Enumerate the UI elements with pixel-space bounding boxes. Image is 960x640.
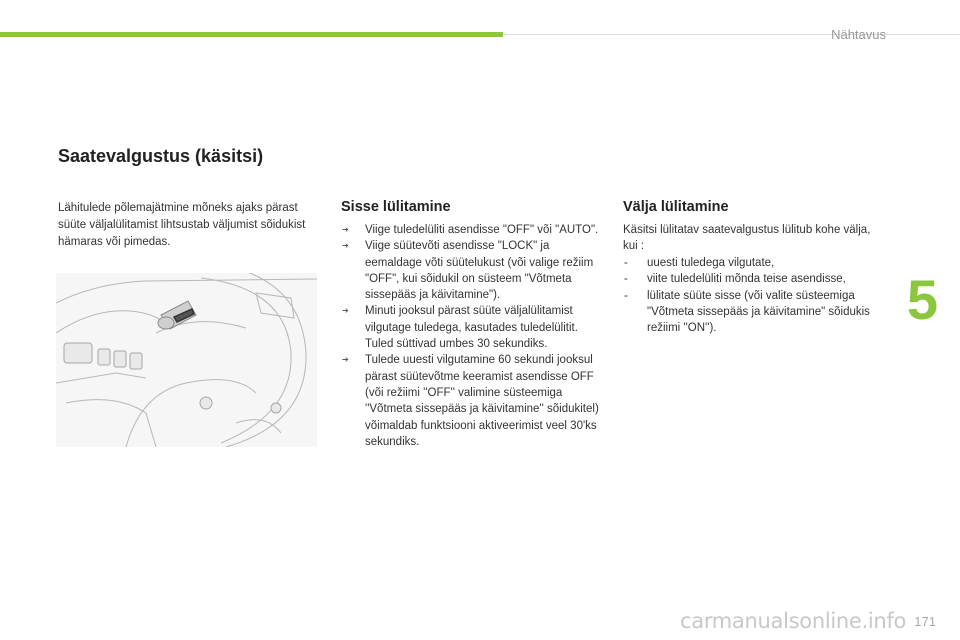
list-item: ➔ Viige süütevõti asendisse "LOCK" ja eemaldage võti süütelukust (või valige režiim "OFF", kui sõidukil on süsteem "Võtmeta sissepääs ja käivitamine").: [341, 238, 603, 303]
list-item: ➔ Viige tuledelüliti asendisse "OFF" või "AUTO".: [341, 222, 603, 238]
header-accent-bar: [0, 32, 503, 37]
switch-off-heading: Välja lülitamine: [623, 199, 729, 215]
list-item: - uuesti tuledega vilgutate,: [623, 255, 888, 271]
section-label: Nähtavus: [831, 27, 886, 42]
page-title: Saatevalgustus (käsitsi): [58, 146, 264, 166]
switch-off-list: [623, 255, 888, 336]
chapter-number: 5: [906, 268, 938, 331]
switch-on-heading: Sisse lülitamine: [341, 199, 451, 215]
list-item: ➔ Minuti jooksul pärast süüte väljalülitamist vilgutage tuledega, kasutades tuledelülitit. Tuled süttivad umbes 30 sekundiks.: [341, 303, 603, 352]
switch-on-list: [341, 222, 603, 450]
watermark: carmanualsonline.info: [680, 609, 907, 633]
dashboard-illustration: [56, 273, 317, 447]
header-rule: [503, 34, 960, 35]
list-item: - lülitate süüte sisse (või valite süsteemiga "Võtmeta sissepääs ja käivitamine" sõidukis režiimi ''ON'').: [623, 288, 888, 337]
page-number: 171: [914, 614, 936, 629]
list-item: ➔ Tulede uuesti vilgutamine 60 sekundi jooksul pärast süütevõtme keeramist asendisse OFF (või režiimi ''OFF'' valimine süsteemiga ''Võtmeta sissepääs ja käivitamine'' sõidukitel) võimaldab funktsiooni aktiveerimist veel 30'ks sekundiks.: [341, 352, 603, 450]
switch-off-intro: Käsitsi lülitatav saatevalgustus lülitub kohe välja, kui :: [623, 224, 871, 253]
list-item: - viite tuledelüliti mõnda teise asendisse,: [623, 271, 888, 287]
intro-text: Lähitulede põlemajätmine mõneks ajaks pärast süüte väljalülitamist lihtsustab väljumist sõidukist hämaras või pimedas.: [58, 202, 306, 248]
